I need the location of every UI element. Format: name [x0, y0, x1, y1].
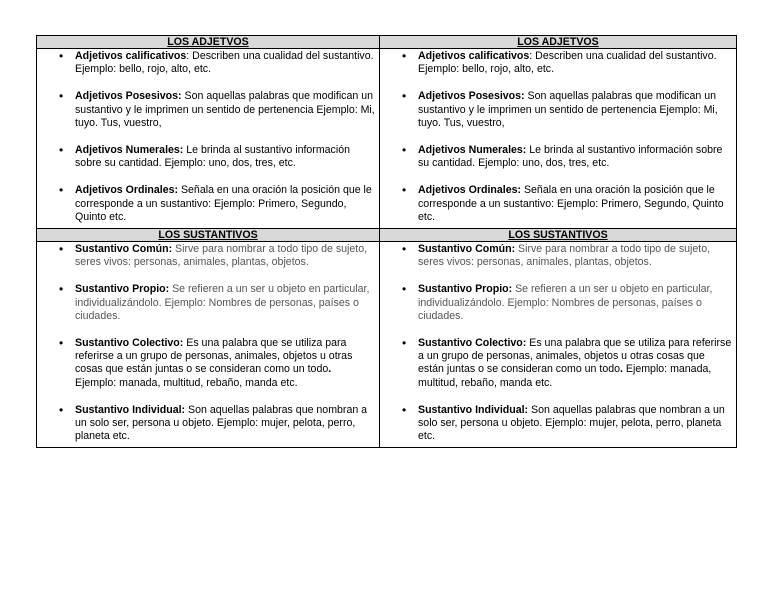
term-label: Sustantivo Colectivo:	[75, 337, 184, 350]
term-description: Se refieren a un ser u objeto en particular, individualizándolo. Ejemplo: Nombres de personas, países o ciudades.	[75, 283, 370, 322]
term-description: Sirve para nombrar a todo tipo de sujeto, seres vivos: personas, animales, plantas, objetos.	[75, 243, 368, 269]
term-description: Son aquellas palabras que modifican un sustantivo y le imprimen un sentido de pertenencia Ejemplo: Mi, tuyo. Tus, vuestro,	[418, 90, 718, 129]
term-label: Adjetivos calificativos	[75, 50, 187, 62]
list-item	[418, 144, 732, 170]
sustantivos-list-left	[37, 242, 379, 443]
list-item	[75, 90, 375, 130]
term-description: Le brinda al sustantivo información sobre su cantidad. Ejemplo: uno, dos, tres, etc.	[418, 144, 723, 170]
term-label: Adjetivos Posesivos:	[418, 90, 525, 103]
sustantivos-header-row	[37, 229, 737, 242]
term-description: Es una palabra que se utiliza para referirse a un grupo de personas, animales, objetos u otras cosas que están juntas o se consideran como un todo	[75, 337, 353, 376]
list-item	[418, 243, 732, 269]
term-label: Sustantivo Individual:	[75, 403, 186, 416]
term-description: Señala en una oración la posición que le corresponde a un sustantivo: Ejemplo: Primero, Segundo, Quinto etc.	[75, 184, 372, 223]
term-label: Sustantivo Propio:	[75, 283, 170, 296]
list-item	[75, 283, 375, 323]
adjetivos-list-right	[380, 49, 736, 224]
list-item	[418, 90, 732, 130]
summary-table	[36, 35, 737, 448]
sustantivos-cell-right	[380, 242, 737, 448]
adjetivos-header-row	[37, 36, 737, 49]
term-description: Señala en una oración la posición que le corresponde a un sustantivo: Ejemplo: Primero, Segundo, Quinto etc.	[418, 184, 724, 223]
term-label: Sustantivo Común:	[418, 243, 516, 256]
list-item	[75, 184, 375, 224]
term-description: Son aquellas palabras que modifican un sustantivo y le imprimen un sentido de pertenencia Ejemplo: Mi, tuyo. Tus, vuestro,	[75, 90, 375, 129]
adjetivos-header-left: LOS ADJETVOS	[37, 36, 380, 49]
term-label: Sustantivo Individual:	[418, 403, 529, 416]
sustantivos-header-right: LOS SUSTANTIVOS	[380, 229, 737, 242]
term-description: Son aquellas palabras que nombran a un solo ser, persona u objeto. Ejemplo: mujer, pelota, perro, planeta etc.	[418, 403, 725, 443]
adjetivos-cell-left	[37, 49, 380, 229]
term-description: Se refieren a un ser u objeto en particular, individualizándolo. Ejemplo: Nombres de personas, países o ciudades.	[418, 283, 713, 322]
sustantivos-cell-left	[37, 242, 380, 448]
sustantivos-content-row	[37, 242, 737, 448]
adjetivos-content-row	[37, 49, 737, 229]
list-item	[75, 50, 375, 76]
adjetivos-list-left	[37, 49, 379, 224]
term-label: Adjetivos Numerales:	[418, 144, 527, 157]
list-item	[75, 243, 375, 269]
term-description: Le brinda al sustantivo información sobre su cantidad. Ejemplo: uno, dos, tres, etc.	[75, 144, 350, 170]
term-description: Es una palabra que se utiliza para referirse a un grupo de personas, animales, objetos u otras cosas que están juntas o se consideran como un todo	[418, 337, 732, 376]
list-item	[418, 337, 732, 390]
list-item	[75, 144, 375, 170]
term-label: Adjetivos Numerales:	[75, 144, 184, 157]
list-item	[75, 404, 375, 444]
sustantivos-header-left: LOS SUSTANTIVOS	[37, 229, 380, 242]
term-label: Adjetivos Posesivos:	[75, 90, 182, 103]
term-description: Describen una cualidad del sustantivo. Ejemplo: bello, rojo, alto, etc.	[75, 50, 374, 76]
term-description: Describen una cualidad del sustantivo. Ejemplo: bello, rojo, alto, etc.	[418, 50, 717, 76]
term-description: Son aquellas palabras que nombran a un solo ser, persona u objeto. Ejemplo: mujer, pelota, perro, planeta etc.	[75, 403, 368, 443]
term-label: Sustantivo Colectivo:	[418, 337, 527, 350]
term-label: Sustantivo Común:	[75, 243, 173, 256]
term-label: Sustantivo Propio:	[418, 283, 513, 296]
term-label: Adjetivos Ordinales:	[418, 184, 522, 197]
list-item	[418, 50, 732, 76]
sustantivos-list-right	[380, 242, 736, 443]
term-separator: :	[186, 50, 190, 62]
list-item	[418, 404, 732, 444]
list-item	[418, 184, 732, 224]
term-label: Adjetivos calificativos	[418, 50, 530, 62]
adjetivos-cell-right	[380, 49, 737, 229]
term-example: Ejemplo: manada, multitud, rebaño, manda etc.	[418, 363, 712, 389]
term-separator: :	[529, 50, 533, 62]
term-period: .	[328, 363, 332, 376]
list-item	[418, 283, 732, 323]
list-item	[75, 337, 375, 390]
term-period: .	[620, 363, 623, 376]
term-label: Adjetivos Ordinales:	[75, 184, 179, 197]
adjetivos-header-right: LOS ADJETVOS	[380, 36, 737, 49]
term-description: Sirve para nombrar a todo tipo de sujeto, seres vivos: personas, animales, plantas, objetos.	[418, 243, 711, 269]
term-example: Ejemplo: manada, multitud, rebaño, manda etc.	[75, 376, 298, 389]
